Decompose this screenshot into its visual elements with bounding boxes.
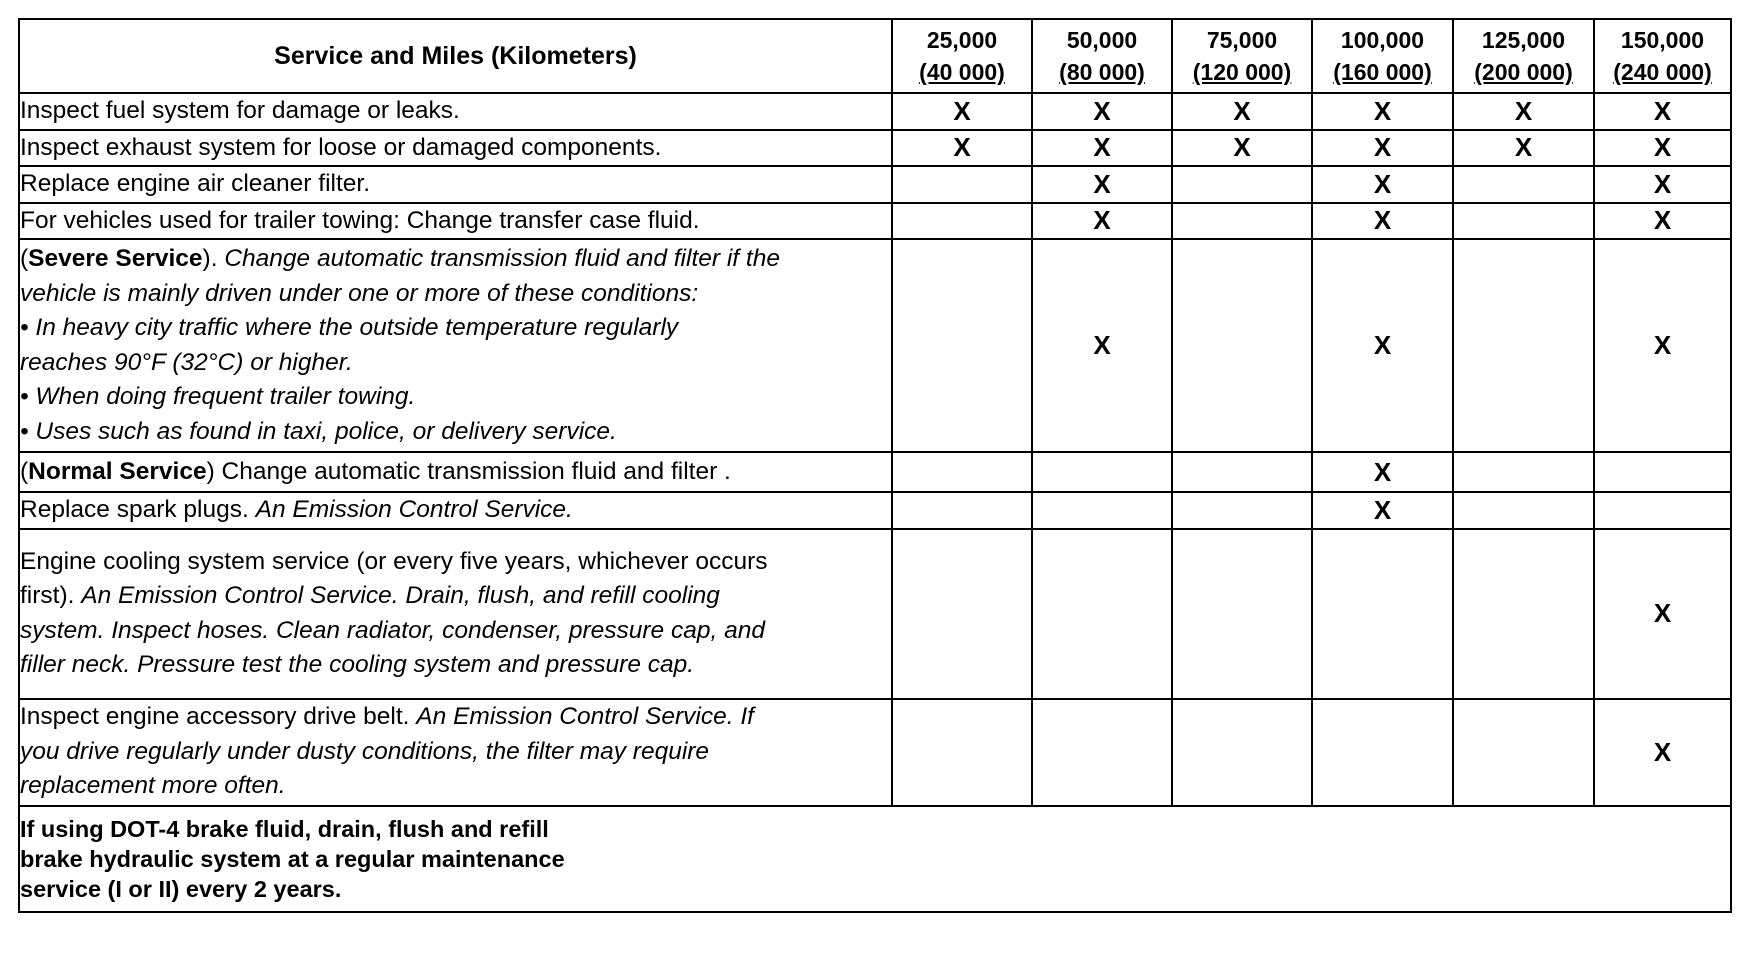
mark-cell bbox=[1453, 239, 1594, 452]
desc-line: you drive regularly under dusty conditions, the filter may require bbox=[20, 737, 710, 765]
mark-cell bbox=[892, 492, 1032, 529]
desc-text: Inspect engine accessory drive belt. bbox=[20, 703, 417, 731]
mark-cell bbox=[1032, 166, 1172, 203]
note-line: brake hydraulic system at a regular maintenance bbox=[20, 845, 565, 872]
table-row bbox=[19, 492, 1731, 529]
mark-cell bbox=[1453, 166, 1594, 203]
desc-line: vehicle is mainly driven under one or more of these conditions: bbox=[20, 279, 699, 307]
severe-service-label: Severe Service bbox=[28, 245, 203, 272]
mark-cell bbox=[1594, 529, 1731, 699]
interval-km: (40 000) bbox=[919, 59, 1005, 85]
interval-mark: X bbox=[1373, 205, 1392, 236]
service-description bbox=[19, 93, 892, 130]
desc-line: replacement more often. bbox=[20, 772, 286, 800]
mark-cell bbox=[1594, 166, 1731, 203]
desc-line: (Severe Service). Change automatic transmission fluid and filter if the bbox=[20, 245, 780, 272]
desc-italic: An Emission Control Service. Drain, flush, and refill cooling bbox=[81, 582, 720, 609]
mark-cell bbox=[892, 452, 1032, 492]
interval-mark: X bbox=[1233, 132, 1251, 163]
interval-mark: X bbox=[1653, 95, 1672, 126]
interval-mark: X bbox=[1653, 168, 1672, 199]
service-column-header: Service and Miles (Kilometers) bbox=[19, 19, 892, 93]
interval-header-150000 bbox=[1594, 19, 1731, 93]
interval-mark: X bbox=[953, 132, 971, 163]
interval-mark: X bbox=[1093, 168, 1111, 199]
interval-mark: X bbox=[1373, 494, 1392, 525]
interval-mark: X bbox=[1653, 736, 1672, 767]
interval-mark: X bbox=[1373, 330, 1392, 360]
service-text: For vehicles used for trailer towing: Change transfer case fluid. bbox=[20, 206, 700, 234]
mark-cell bbox=[1172, 166, 1312, 203]
interval-mark: X bbox=[1093, 205, 1111, 236]
mark-cell bbox=[1312, 130, 1453, 167]
mark-cell bbox=[1594, 93, 1731, 130]
table-row bbox=[19, 529, 1731, 699]
interval-header-125000 bbox=[1453, 19, 1594, 93]
table-row bbox=[19, 130, 1731, 167]
mark-cell bbox=[1453, 203, 1594, 240]
mark-cell bbox=[1594, 492, 1731, 529]
mark-cell bbox=[1032, 239, 1172, 452]
service-description bbox=[19, 492, 892, 529]
interval-km: (80 000) bbox=[1059, 59, 1145, 85]
table-row bbox=[19, 166, 1731, 203]
interval-mark: X bbox=[1653, 132, 1672, 163]
interval-miles: 125,000 bbox=[1481, 27, 1566, 53]
interval-mark: X bbox=[1093, 132, 1111, 163]
interval-mark: X bbox=[1653, 205, 1672, 236]
desc-line: (Normal Service) Change automatic transmission fluid and filter . bbox=[20, 457, 731, 485]
mark-cell bbox=[1032, 93, 1172, 130]
mark-cell bbox=[1172, 93, 1312, 130]
mark-cell bbox=[1594, 203, 1731, 240]
mark-cell bbox=[1312, 93, 1453, 130]
interval-miles: 75,000 bbox=[1206, 27, 1278, 53]
mark-cell bbox=[1032, 130, 1172, 167]
interval-header-100000 bbox=[1312, 19, 1453, 93]
mark-cell bbox=[1453, 93, 1594, 130]
desc-text: Replace spark plugs. bbox=[20, 496, 256, 523]
mark-cell bbox=[892, 130, 1032, 167]
interval-mark: X bbox=[1514, 95, 1533, 126]
desc-line: system. Inspect hoses. Clean radiator, condenser, pressure cap, and bbox=[20, 616, 765, 644]
mark-cell bbox=[1312, 166, 1453, 203]
interval-header-75000 bbox=[1172, 19, 1312, 93]
mark-cell bbox=[892, 166, 1032, 203]
service-description bbox=[19, 203, 892, 240]
service-description bbox=[19, 239, 892, 452]
mark-cell bbox=[1594, 130, 1731, 167]
table-row bbox=[19, 93, 1731, 130]
service-description bbox=[19, 699, 892, 806]
interval-mark: X bbox=[1233, 95, 1251, 126]
desc-line bbox=[20, 700, 891, 735]
desc-italic: An Emission Control Service. bbox=[255, 496, 573, 523]
mark-cell bbox=[1172, 492, 1312, 529]
table-row bbox=[19, 452, 1731, 492]
mark-cell bbox=[1453, 699, 1594, 806]
mark-cell bbox=[1312, 492, 1453, 529]
interval-mark: X bbox=[1514, 132, 1533, 163]
interval-header-25000 bbox=[892, 19, 1032, 93]
note-line: service (I or II) every 2 years. bbox=[20, 875, 342, 902]
desc-line: Engine cooling system service (or every five years, whichever occurs bbox=[20, 547, 768, 575]
interval-mark: X bbox=[953, 95, 971, 126]
interval-miles: 25,000 bbox=[926, 27, 998, 53]
mark-cell bbox=[1032, 529, 1172, 699]
interval-mark: X bbox=[1373, 95, 1392, 126]
mark-cell bbox=[1172, 130, 1312, 167]
mark-cell bbox=[1032, 492, 1172, 529]
service-text: Inspect fuel system for damage or leaks. bbox=[20, 97, 460, 124]
mark-cell bbox=[1594, 699, 1731, 806]
mark-cell bbox=[1594, 239, 1731, 452]
mark-cell bbox=[1172, 699, 1312, 806]
mark-cell bbox=[1453, 529, 1594, 699]
interval-km: (200 000) bbox=[1474, 59, 1573, 85]
mark-cell bbox=[892, 203, 1032, 240]
footer-row bbox=[19, 806, 1731, 912]
maintenance-schedule-table bbox=[18, 18, 1732, 913]
interval-mark: X bbox=[1093, 330, 1111, 360]
interval-header-50000 bbox=[1032, 19, 1172, 93]
service-description bbox=[19, 529, 892, 699]
mark-cell bbox=[1312, 239, 1453, 452]
interval-mark: X bbox=[1373, 168, 1392, 199]
desc-text: Change automatic transmission fluid and filter . bbox=[214, 457, 731, 485]
interval-miles: 100,000 bbox=[1340, 27, 1425, 53]
desc-line bbox=[20, 579, 891, 614]
mark-cell bbox=[1453, 452, 1594, 492]
mark-cell bbox=[1172, 239, 1312, 452]
interval-miles: 50,000 bbox=[1066, 27, 1138, 53]
service-text: Inspect exhaust system for loose or damaged components. bbox=[20, 133, 662, 161]
mark-cell bbox=[1032, 699, 1172, 806]
desc-bullet: • Uses such as found in taxi, police, or delivery service. bbox=[20, 417, 617, 445]
mark-cell bbox=[892, 93, 1032, 130]
brake-fluid-note bbox=[19, 806, 1731, 912]
service-description bbox=[19, 452, 892, 492]
service-description bbox=[19, 130, 892, 167]
mark-cell bbox=[1172, 529, 1312, 699]
interval-mark: X bbox=[1653, 330, 1672, 360]
interval-mark: X bbox=[1093, 95, 1111, 126]
desc-italic: Change automatic transmission fluid and filter if the bbox=[224, 245, 780, 272]
mark-cell bbox=[1172, 452, 1312, 492]
mark-cell bbox=[1312, 452, 1453, 492]
mark-cell bbox=[1312, 699, 1453, 806]
interval-miles: 150,000 bbox=[1620, 27, 1705, 53]
service-description bbox=[19, 166, 892, 203]
interval-mark: X bbox=[1373, 132, 1392, 163]
interval-km: (160 000) bbox=[1333, 59, 1432, 85]
desc-italic: An Emission Control Service. If bbox=[416, 703, 754, 731]
table-row bbox=[19, 239, 1731, 452]
mark-cell bbox=[1453, 492, 1594, 529]
desc-bullet: • In heavy city traffic where the outside temperature regularly bbox=[20, 314, 679, 341]
desc-line bbox=[20, 493, 891, 528]
table-row bbox=[19, 699, 1731, 806]
mark-cell bbox=[892, 529, 1032, 699]
service-text: Replace engine air cleaner filter. bbox=[20, 170, 371, 197]
note-line: If using DOT-4 brake fluid, drain, flush and refill bbox=[20, 815, 549, 842]
desc-punct: . bbox=[210, 245, 225, 272]
desc-line: reaches 90°F (32°C) or higher. bbox=[20, 348, 353, 376]
desc-text: first). bbox=[20, 582, 82, 609]
mark-cell bbox=[1172, 203, 1312, 240]
header-row bbox=[19, 19, 1731, 93]
interval-km: (240 000) bbox=[1613, 59, 1712, 85]
desc-line: filler neck. Pressure test the cooling system and pressure cap. bbox=[20, 651, 695, 678]
interval-mark: X bbox=[1653, 598, 1672, 628]
mark-cell bbox=[1312, 203, 1453, 240]
mark-cell bbox=[892, 239, 1032, 452]
desc-bullet: • When doing frequent trailer towing. bbox=[20, 383, 416, 410]
mark-cell bbox=[892, 699, 1032, 806]
mark-cell bbox=[1032, 203, 1172, 240]
normal-service-label: Normal Service bbox=[28, 457, 207, 485]
interval-mark: X bbox=[1373, 456, 1392, 487]
mark-cell bbox=[1032, 452, 1172, 492]
mark-cell bbox=[1594, 452, 1731, 492]
mark-cell bbox=[1453, 130, 1594, 167]
table-row bbox=[19, 203, 1731, 240]
interval-km: (120 000) bbox=[1192, 59, 1292, 85]
mark-cell bbox=[1312, 529, 1453, 699]
